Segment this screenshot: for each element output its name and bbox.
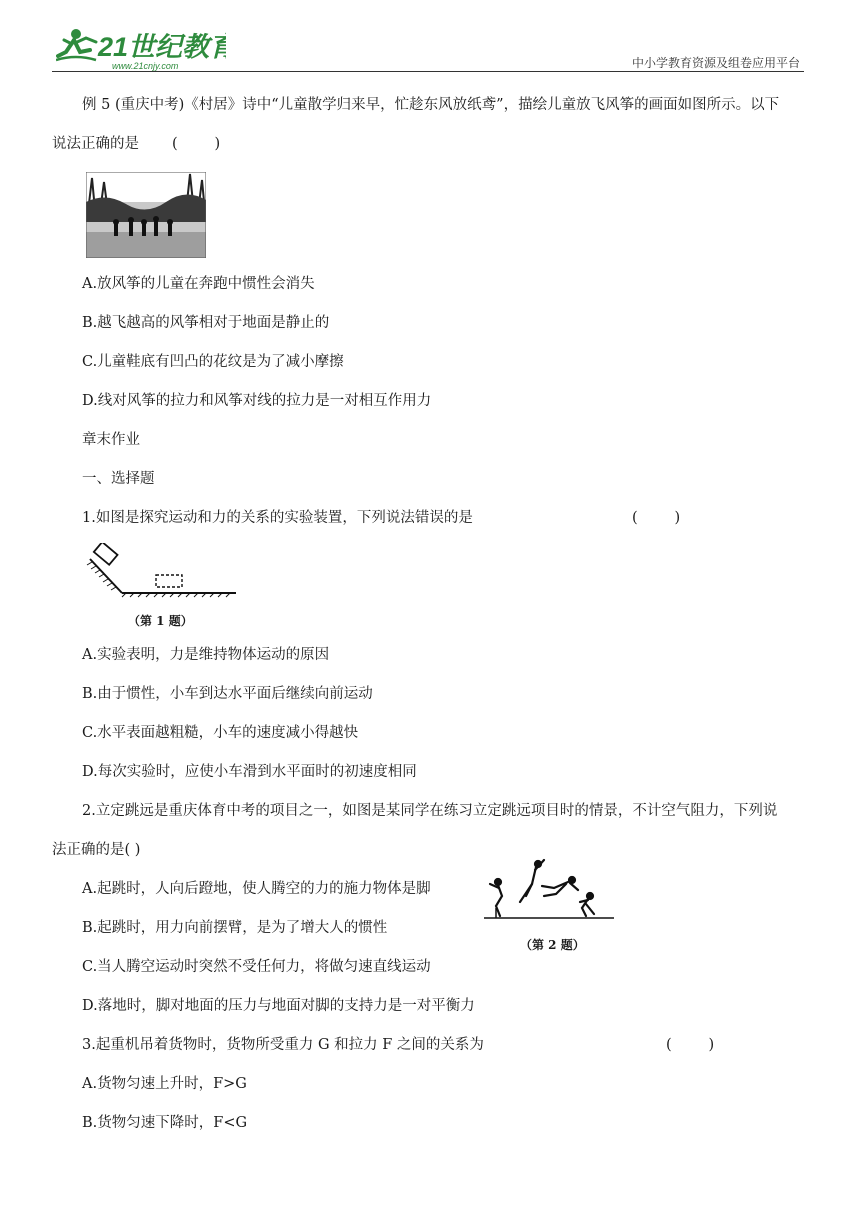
page-header — [52, 18, 804, 74]
q3-stem: 3.起重机吊着货物时，货物所受重力 G 和拉力 F 之间的关系为 — [82, 1037, 484, 1053]
q1-figure-caption: （第 1 题） — [128, 614, 193, 628]
q1-option-b: B.由于惯性，小车到达水平面后继续向前运动 — [82, 686, 373, 702]
q3-answer-blank: ( ) — [666, 1037, 715, 1053]
example-answer-blank: ( ) — [172, 136, 221, 152]
svg-text:21世纪教育: 21世纪教育 — [98, 32, 226, 62]
q1-option-a: A.实验表明，力是维持物体运动的原因 — [82, 647, 330, 663]
chapter-title: 章末作业 — [82, 432, 140, 448]
header-divider — [52, 71, 804, 72]
svg-text:www.21cnjy.com: www.21cnjy.com — [112, 61, 179, 71]
kite-photo — [86, 172, 206, 258]
logo — [56, 26, 226, 76]
q2-figure — [482, 856, 616, 926]
q1-answer-blank: ( ) — [632, 510, 681, 526]
q2-option-b: B.起跳时，用力向前摆臂，是为了增大人的惯性 — [82, 920, 388, 936]
q3-option-a: A.货物匀速上升时，F>G — [82, 1076, 247, 1092]
runner-icon — [56, 29, 96, 60]
q1-option-d: D.每次实验时，应使小车滑到水平面时的初速度相同 — [82, 764, 417, 780]
example-option-b: B.越飞越高的风筝相对于地面是静止的 — [82, 315, 330, 331]
section-title: 一、选择题 — [82, 471, 155, 487]
q2-figure-caption: （第 2 题） — [520, 938, 585, 952]
q2-stem-line1: 2.立定跳远是重庆体育中考的项目之一，如图是某同学在练习立定跳远项目时的情景，不计空气阻力，下列说 — [82, 803, 778, 819]
q2-option-d: D.落地时，脚对地面的压力与地面对脚的支持力是一对平衡力 — [82, 998, 475, 1014]
example-option-c: C.儿童鞋底有凹凸的花纹是为了减小摩擦 — [82, 354, 344, 370]
q2-option-a: A.起跳时，人向后蹬地，使人腾空的力的施力物体是脚 — [82, 881, 431, 897]
example-option-d: D.线对风筝的拉力和风筝对线的拉力是一对相互作用力 — [82, 393, 432, 409]
example-option-a: A.放风筝的儿童在奔跑中惯性会消失 — [82, 276, 315, 292]
q1-figure — [86, 543, 238, 603]
q1-stem: 1.如图是探究运动和力的关系的实验装置，下列说法错误的是 — [82, 510, 473, 526]
example-stem-line2: 说法正确的是 — [52, 136, 139, 152]
q2-stem-line2: 法正确的是( ) — [52, 842, 141, 858]
q2-option-c: C.当人腾空运动时突然不受任何力，将做匀速直线运动 — [82, 959, 431, 975]
q3-option-b: B.货物匀速下降时，F<G — [82, 1115, 248, 1131]
q1-option-c: C.水平表面越粗糙，小车的速度减小得越快 — [82, 725, 359, 741]
example-stem-line1: 例 5 (重庆中考)《村居》诗中“儿童散学归来早，忙趁东风放纸鸢”，描绘儿童放飞风筝的画面如图所示。以下 — [82, 97, 780, 113]
header-platform-text: 中小学教育资源及组卷应用平台 — [631, 56, 800, 70]
